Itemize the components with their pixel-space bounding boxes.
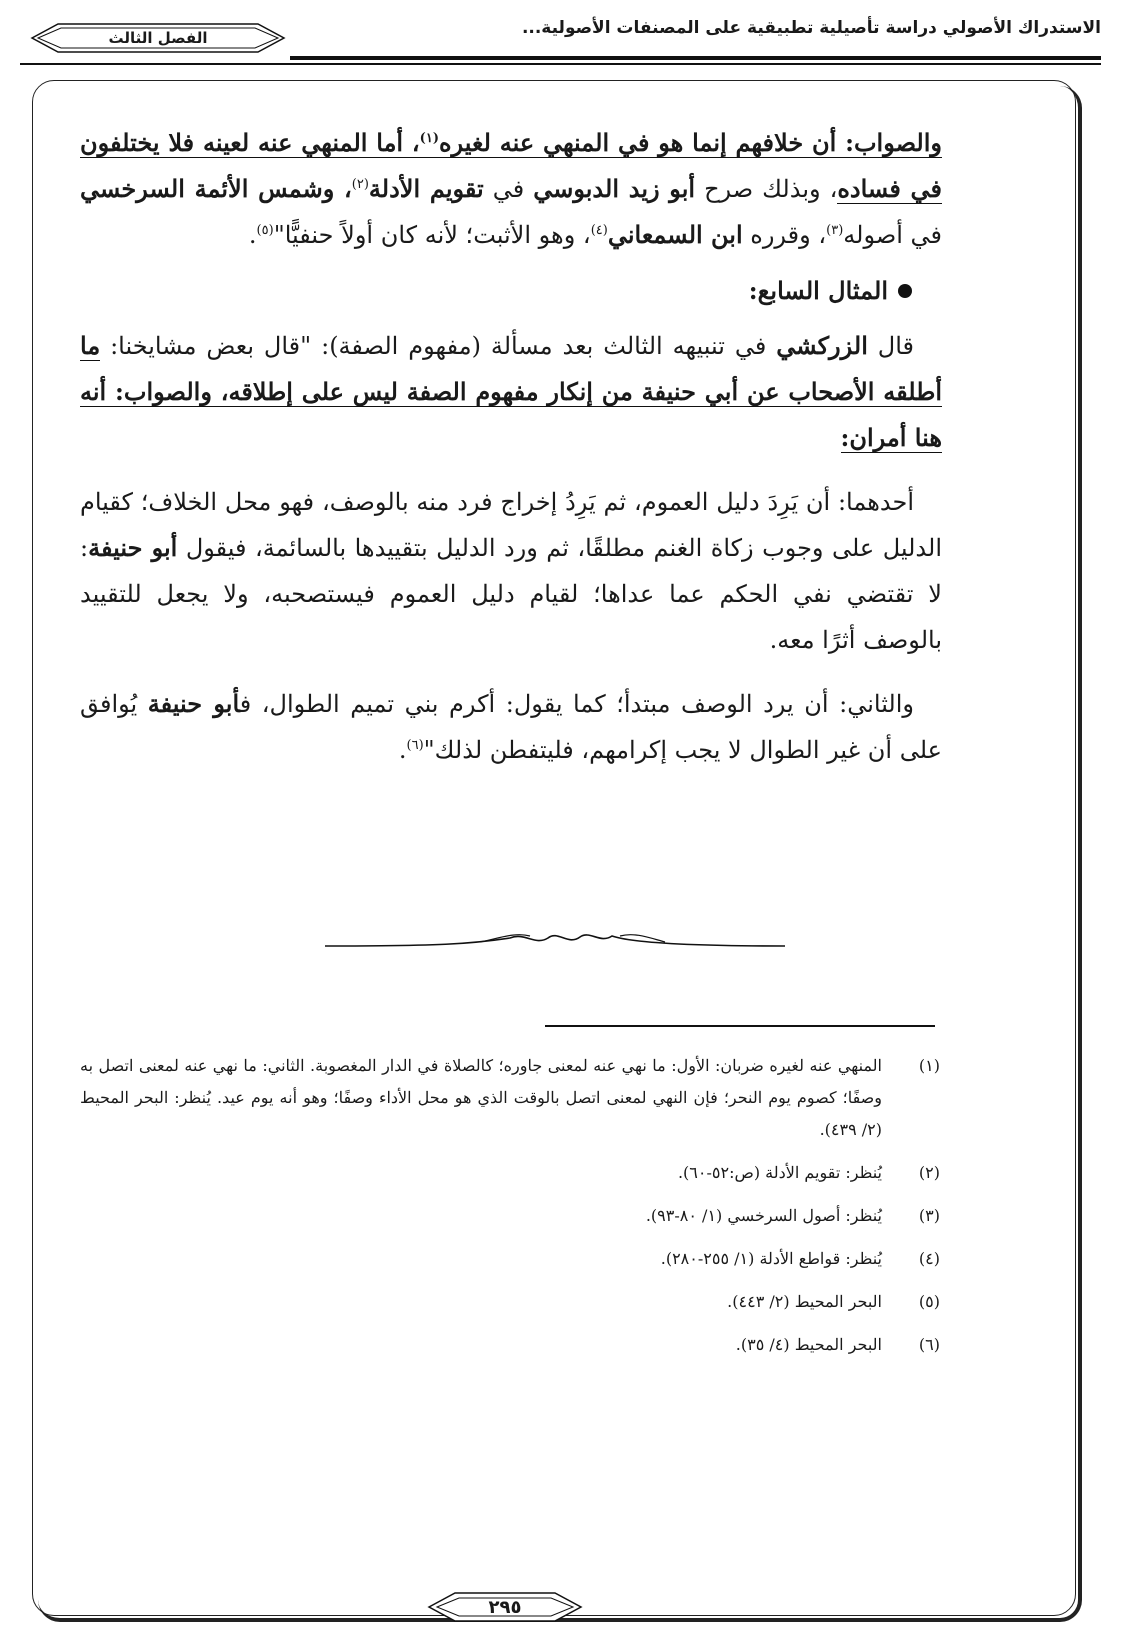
scholar-name: أبو حنيفة	[88, 533, 178, 562]
footnote-item: (٤) يُنظر: قواطع الأدلة (١/ ٢٥٥-٢٨٠).	[660, 1249, 940, 1268]
footnote-item: (٥) البحر المحيط (٢/ ٤٤٣).	[727, 1292, 940, 1311]
chapter-label: الفصل الثالث	[108, 29, 208, 47]
footnote-ref: (١)	[419, 131, 439, 146]
ornament-divider	[320, 922, 790, 958]
paragraph-3: أحدهما: أن يَرِدَ دليل العموم، ثم يَرِدُ إخراج فرد منه بالوصف، فهو محل الخلاف؛ كقيام الدليل على وجوب زكاة الغنم مطلقًا، ثم ورد الدليل بتقييدها بالسائمة، فيقول أبو حنيفة: لا تقتضي نفي الحكم عما عداها؛ لقيام دليل العموم فيستصحبه، ولا يجعل للتقييد بالوصف أثرًا معه.	[80, 488, 943, 654]
footnote-ref: (٦)	[406, 738, 424, 753]
page-number-tab	[425, 1588, 585, 1626]
footnote-ref: (٤)	[590, 223, 608, 238]
paragraph-4: والثاني: أن يرد الوصف مبتدأ؛ كما يقول: أكرم بني تميم الطوال، فأبو حنيفة يُوافق على أن غير الطوال لا يجب إكرامهم، فليتفطن لذلك"$^{(٦)}$.	[80, 689, 942, 764]
book-title: الاستدراك الأصولي دراسة تأصيلية تطبيقية على المصنفات الأصولية...	[521, 18, 1101, 38]
scholar-name: ابن السمعاني	[607, 220, 743, 249]
paragraph-1: والصواب: أن خلافهم إنما هو في المنهي عنه لغيره$^{(١)}$، أما المنهي عنه لعينه فلا يختلفون في فساده، وبذلك صرح أبو زيد الدبوسي في تقويم الأدلة$^{(٢)}$، وشمس الأئمة السرخسي في أصوله$^{(٣)}$، وقرره ابن السمعاني$^{(٤)}$، وهو الأثبت؛ لأنه كان أولاً حنفيًّا"$^{(٥)}$.	[80, 128, 943, 249]
bullet-icon	[898, 284, 912, 298]
footnote-ref: (٣)	[826, 223, 844, 238]
footnote-item: (١) المنهي عنه لغيره ضربان: الأول: ما نهي عنه لمعنى جاوره؛ كالصلاة في الدار المغصوبة. الثاني: ما نهي عنه لمعنى اتصل به وصفًا؛ كصوم يوم النحر؛ فإن النهي لمعنى اتصل بالوقت الذي هو محل الأداء وصفًا؛ وهو أنه يوم عيد. يُنظر: البحر المحيط (٢/ ٤٣٩).	[80, 1056, 940, 1139]
scholar-name: الزركشي	[776, 331, 868, 360]
footnote-ref: (٥)	[256, 223, 274, 238]
section-heading: المثال السابع:	[80, 276, 912, 305]
header-rule-thick	[290, 56, 1101, 60]
scholar-name: أبو حنيفة	[147, 689, 240, 718]
header-rule-thin	[20, 63, 1101, 65]
footnotes	[80, 1050, 940, 1372]
scholar-name: أبو زيد الدبوسي	[533, 174, 696, 203]
paragraph-2: قال الزركشي في تنبيهه الثالث بعد مسألة (مفهوم الصفة): "قال بعض مشايخنا: ما أطلقه الأصحاب عن أبي حنيفة من إنكار مفهوم الصفة ليس على إطلاقه، والصواب: أنه هنا أمران:	[80, 331, 942, 452]
chapter-tab	[28, 20, 288, 56]
footnote-separator	[545, 1025, 935, 1027]
scholar-name: ، وشمس الأئمة السرخسي	[80, 174, 352, 203]
footnote-item: (٦) البحر المحيط (٤/ ٣٥).	[735, 1335, 940, 1354]
footnote-item: (٢) يُنظر: تقويم الأدلة (ص:٥٢-٦٠).	[677, 1163, 940, 1182]
footnote-item: (٣) يُنظر: أصول السرخسي (١/ ٨٠-٩٣).	[645, 1206, 940, 1225]
footnote-ref: (٢)	[351, 177, 369, 192]
page-number: ٢٩٥	[488, 1596, 522, 1618]
underlined-quote: والصواب: أن خلافهم إنما هو في المنهي عنه لغيره$^{(١)}$، أما المنهي عنه لعينه فلا يختلفون في فساده	[80, 128, 943, 203]
main-text	[80, 120, 942, 791]
underlined-quote: ما أطلقه الأصحاب عن أبي حنيفة من إنكار مفهوم الصفة ليس على إطلاقه، والصواب: أنه هنا أمران:	[80, 331, 942, 452]
book-name: تقويم الأدلة	[368, 174, 484, 203]
